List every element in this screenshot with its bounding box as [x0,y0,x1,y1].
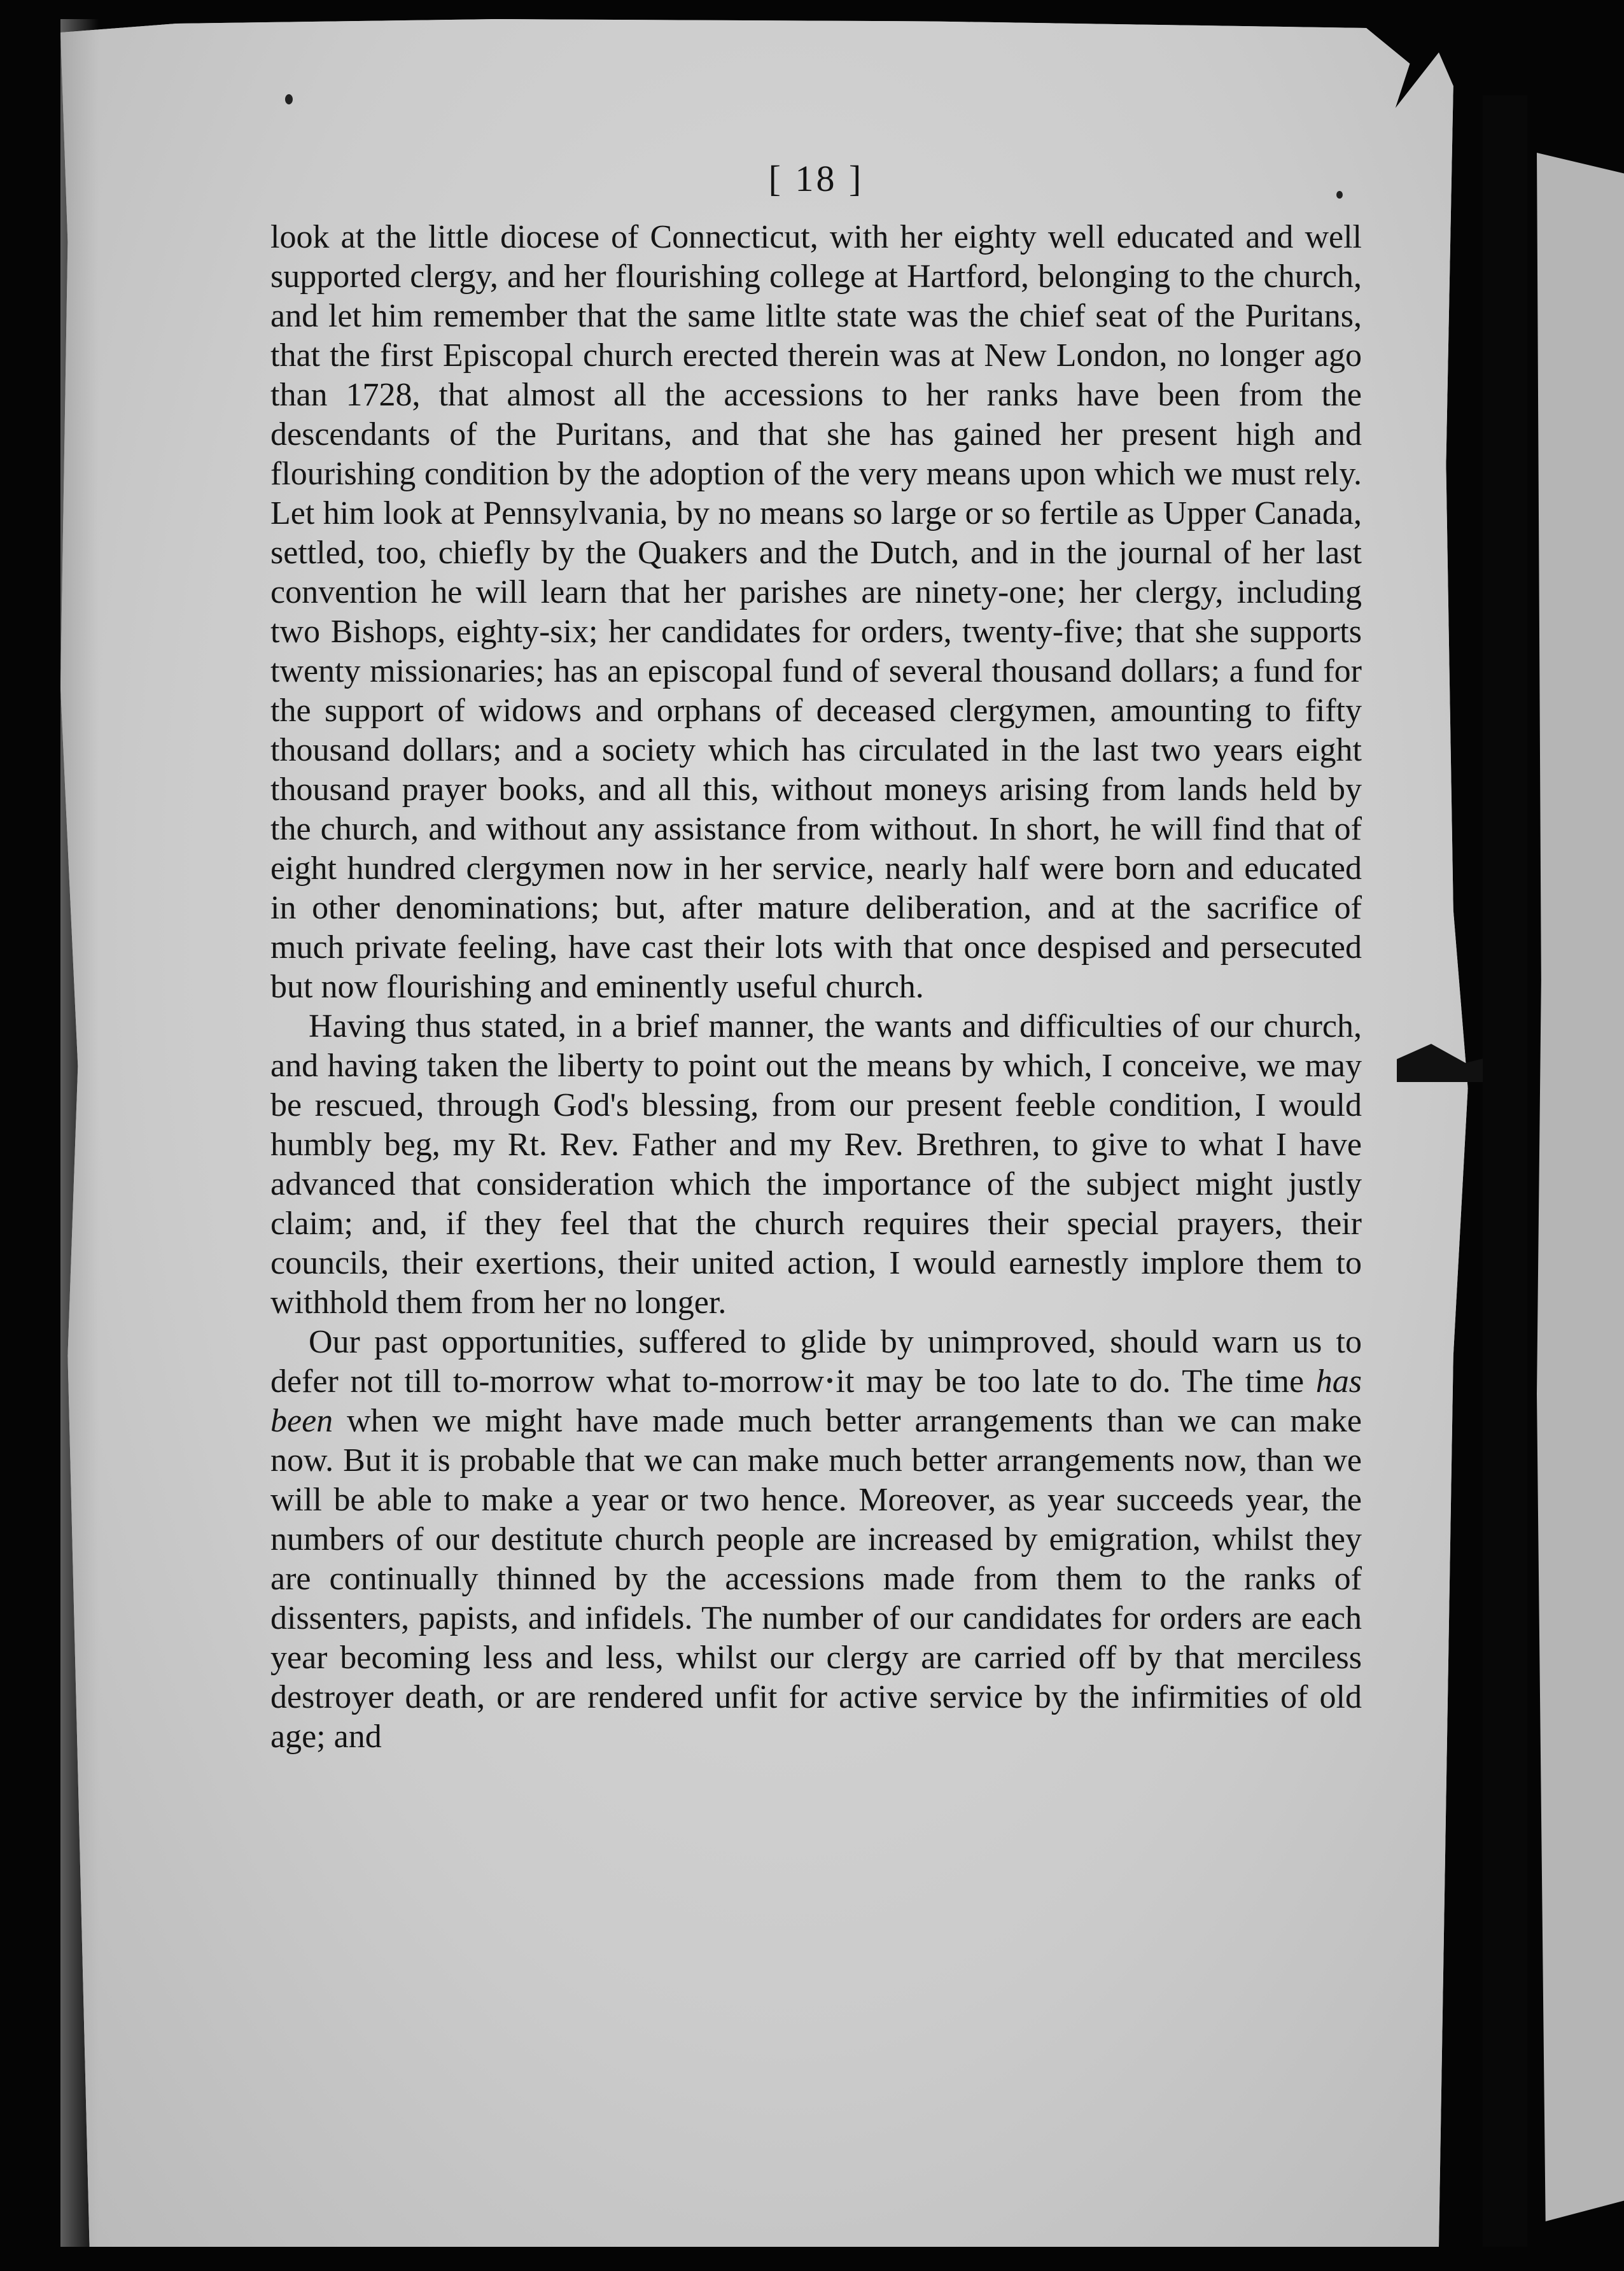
paragraph [270,1323,1362,1757]
page-tear [1483,95,1527,2247]
page-number: [ 18 ] [768,158,864,199]
paragraph: look at the little diocese of Connecticut, with her eighty well educated and well supported clergy, and her flourishing college at Hartford, belonging to the church, and let him remember that the same litlte state was the chief seat of the Puritans, that the first Episcopal church erected therein was at New London, no longer ago than 1728, that almost all the accessions to her ranks have been from the descendants of the Puritans, and that she has gained her present high and flourishing condition by the adoption of the very means upon which we must rely. Let him look at Pennsylvania, by no means so large or so fertile as Upper Canada, settled, too, chiefly by the Quakers and the Dutch, and in the journal of her last convention he will learn that her parishes are ninety-one; her clergy, including two Bishops, eighty-six; her candidates for orders, twenty-five; that she supports twenty missionaries; has an episcopal fund of several thousand dollars; a fund for the support of widows and orphans of deceased clergymen, amounting to fifty thousand dollars; and a society which has circulated in the last two years eight thousand prayer books, and all this, without moneys arising from lands held by the church, and without any assistance from without. In short, he will find that of eight hundred clergymen now in her service, nearly half were born and educated in other denominations; but, after mature deliberation, and at the sacrifice of much private feeling, have cast their lots with that once despised and persecuted but now flourishing and eminently useful church. [270,219,1362,1005]
paragraph-text: Our past opportunities, suffered to glide by unimproved, should warn us to defer not till to-morrow what to-morrow it may be too late to do. The time [270,1324,1362,1400]
body-text [270,158,1362,1757]
paragraph-text: when we might have made much better arrangements than we can make now. But it is probable that we can make much better arrangements now, than we will be able to make a year or two hence. Moreover, as year succeeds year, the numbers of our destitute church people are increased by emigration, whilst they are continually thinned by the accessions made from them to the ranks of dissenters, papists, and infidels. The number of our candidates for orders are each year becoming less and less, whilst our clergy are carried off by that merciless destroyer death, or are rendered unfit for active service by the infirmities of old age; and [270,1403,1362,1755]
italic-text: has been [270,1363,1362,1439]
page-shadow-edge [60,19,99,2247]
speck [285,94,293,104]
paragraph: Having thus stated, in a brief manner, the wants and difficulties of our church, and having taken the liberty to point out the means by which, I conceive, we may be rescued, through God's blessing, from our present feeble condition, I would humbly beg, my Rt. Rev. Father and my Rev. Brethren, to give to what I have advanced that consideration which the importance of the subject might justly claim; and, if they feel that the church requires their special prayers, their councils, their exertions, their united action, I would earnestly implore them to withhold them from her no longer. [270,1008,1362,1321]
adjacent-page-edge [1537,153,1624,2221]
